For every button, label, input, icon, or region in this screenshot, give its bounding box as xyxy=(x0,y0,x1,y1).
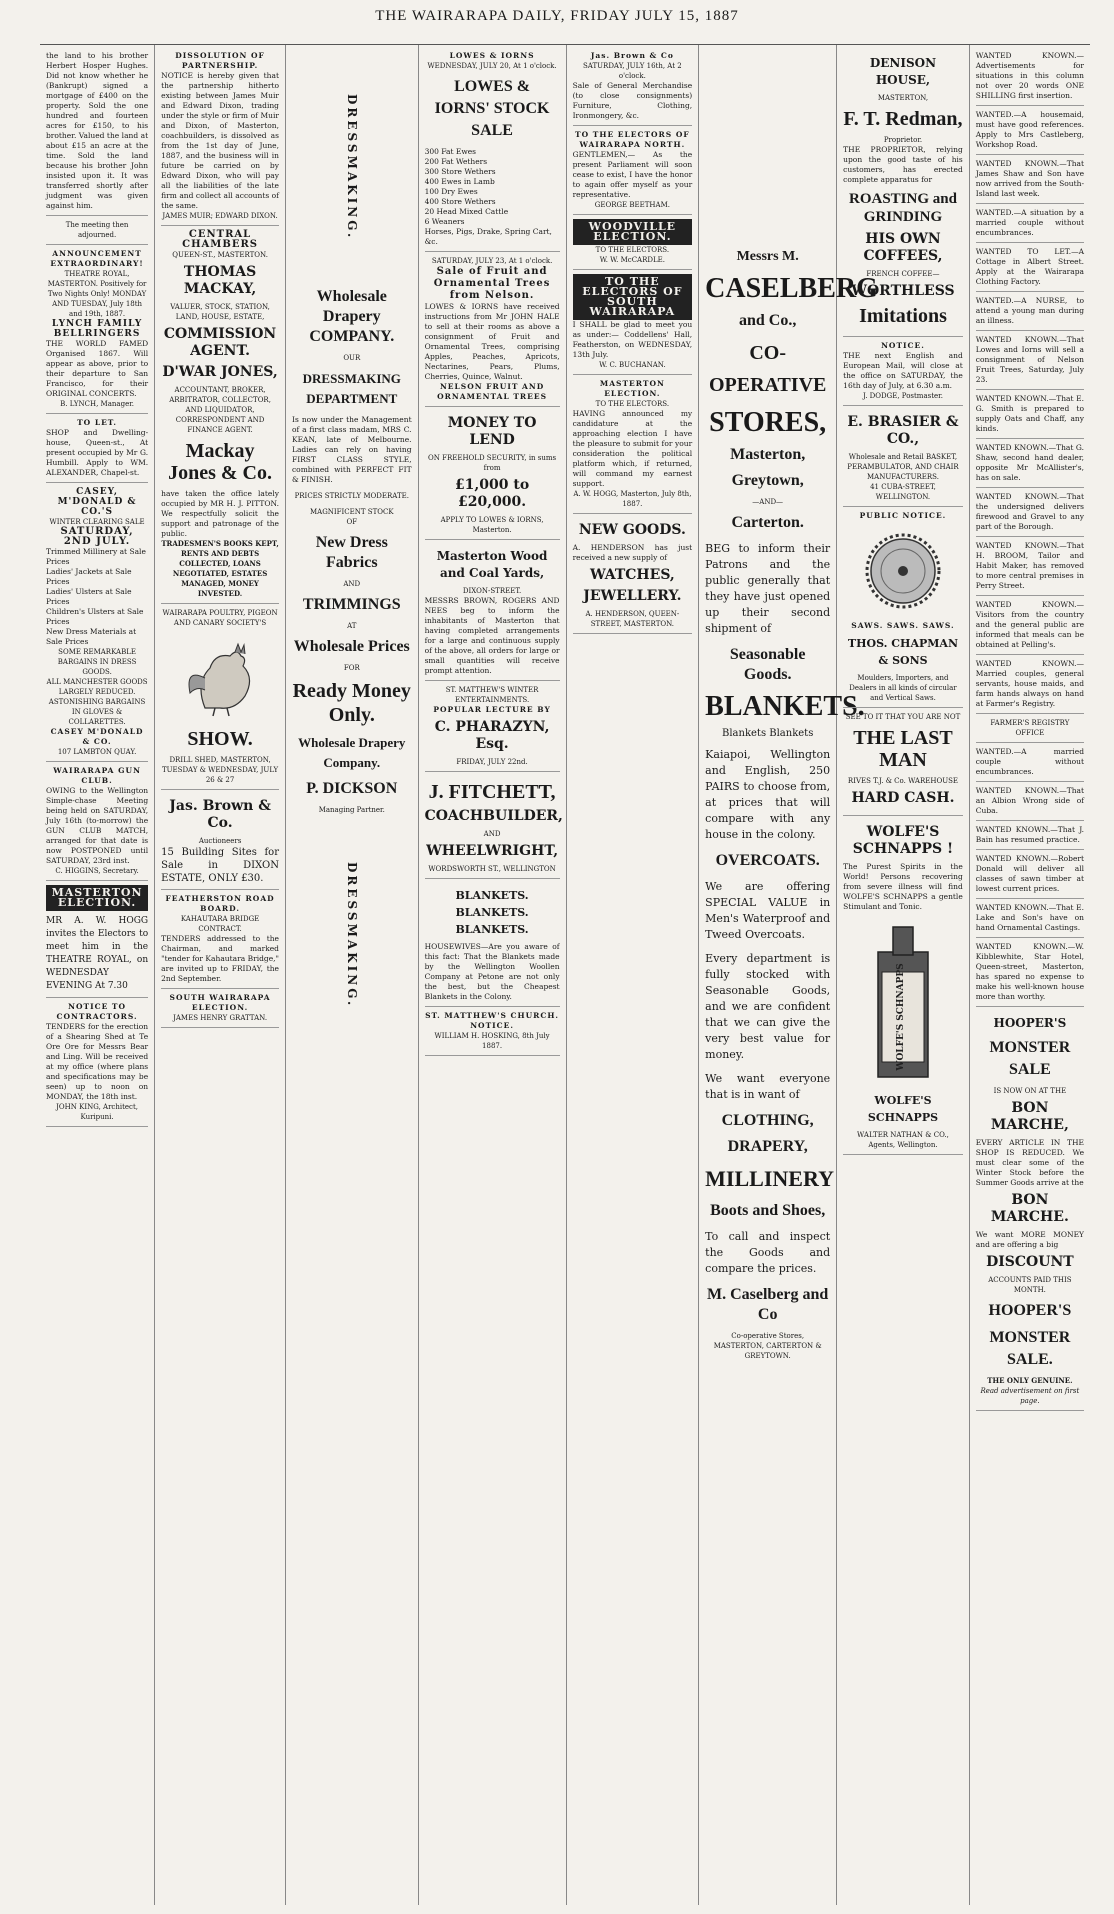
casey-title: CASEY, M'DONALD & CO.'S xyxy=(57,487,137,517)
bottle-label: WOLFE'S SCHNAPPS xyxy=(895,963,906,1071)
mail-notice-ad xyxy=(843,337,963,406)
buchanan-signature: W. C. BUCHANAN. xyxy=(599,361,666,369)
dressmaking-vertical-bottom: DRESSMAKING. xyxy=(344,861,359,1009)
bankruptcy-report: the land to his brother Herbert Hosper Hughes. Did not know whether he (Bankrupt) signed a mortgage of £400 on the property. Sold the one hundred and fourteen acres for £150, to his brother. Valued the land at about £15 an acre at the time. Sold the land because his brother John insisted upon it. It was transferred shortly after judgment was given against him. xyxy=(46,47,148,216)
coffees-title: HIS OWN COFFEES, xyxy=(863,231,943,264)
fruit-sale-ad xyxy=(425,252,560,407)
henderson-ad xyxy=(573,514,693,634)
masterton-election-ad xyxy=(46,881,148,998)
casey-item: Trimmed Millinery at Sale Prices xyxy=(46,547,146,566)
wanted-item: WANTED TO LET.—A Cottage in Albert Street. Apply at the Wairarapa Clothing Factory. xyxy=(976,243,1084,292)
wanted-item: WANTED KNOWN.—That an Albion Wrong side of Cuba. xyxy=(976,782,1084,821)
stock-item: Horses, Pigs, Drake, Spring Cart, &c. xyxy=(424,227,552,246)
column-2 xyxy=(155,45,286,1905)
featherston-title: FEATHERSTON ROAD BOARD. xyxy=(165,894,275,913)
featherston-board-ad xyxy=(161,890,279,989)
messrs-label: Messrs M. xyxy=(736,249,799,264)
managing-partner: Managing Partner. xyxy=(318,806,385,814)
woodville-to: TO THE ELECTORS. xyxy=(595,246,670,254)
boots-title: Boots and Shoes, xyxy=(710,1202,826,1219)
last-man-title: THE LAST MAN xyxy=(853,727,953,771)
new-dress-fabrics: New Dress Fabrics xyxy=(315,534,388,571)
masthead: THE WAIRARAPA DAILY, FRIDAY JULY 15, 1887 xyxy=(375,8,739,24)
coal-title: Masterton Wood and Coal Yards, xyxy=(436,549,548,580)
kahautara-title: KAHAUTARA BRIDGE CONTRACT. xyxy=(180,915,260,933)
jewellery-title: JEWELLERY. xyxy=(583,588,682,604)
caselberg-name: CASELBERG xyxy=(705,273,878,304)
wanted-item: WANTED KNOWN.—Married couples, general servants, house maids, and farm hands always on hand at Farmer's Registry. xyxy=(976,655,1084,714)
gun-club-title: WAIRARAPA GUN CLUB. xyxy=(53,766,141,785)
dickson-name: P. DICKSON xyxy=(306,780,398,797)
newspaper-page xyxy=(40,44,1090,1905)
redman-name: F. T. Redman, xyxy=(843,108,963,130)
worthless-title: WORTHLESS xyxy=(851,283,955,299)
church-title: ST. MATTHEW'S CHURCH. xyxy=(425,1011,560,1020)
hooper-title: HOOPER'S xyxy=(993,1016,1067,1030)
casey-ad xyxy=(46,483,148,762)
election-body: MR A. W. HOGG invites the Electors to meet him in the THEATRE ROYAL, on WEDNESDAY EVENING At 7.30 xyxy=(46,916,149,991)
stock-item: 300 Fat Ewes xyxy=(424,147,477,156)
money-body: ON FREEHOLD SECURITY, in sums from xyxy=(428,454,557,472)
lynch-note: THE WORLD FAMED Organised 1867. Will appear as above, prior to their departure to San Francisco, for their ORIGINAL CONCERTS. xyxy=(46,339,149,398)
for-label: FOR xyxy=(343,664,360,672)
rooster-icon xyxy=(175,638,265,718)
fruit-title: Sale of Fruit and Ornamental Trees from Nelson. xyxy=(433,266,551,301)
chambers-street: QUEEN-ST., MASTERTON. xyxy=(172,251,268,259)
watches-title: WATCHES, xyxy=(589,567,675,583)
stores-title: STORES, xyxy=(709,407,827,438)
gun-club-ad xyxy=(46,762,148,881)
mcardle-signature: W. W. McCARDLE. xyxy=(599,256,665,264)
schnapps-bottle-illustration xyxy=(843,922,963,1082)
brasier-address: 41 CUBA-STREET, WELLINGTON. xyxy=(870,483,936,501)
blankets-body: HOUSEWIVES—Are you aware of this fact: That the Blankets made by the Wellington Woollen Company at Petone are not only the best, but the Cheapest Blankets in the Colony. xyxy=(424,942,560,1001)
money-amount: £1,000 to £20,000. xyxy=(454,477,530,510)
caselberg-signature: M. Caselberg and Co xyxy=(707,1286,829,1323)
grattan-signature: JAMES HENRY GRATTAN. xyxy=(173,1014,268,1022)
overcoats-title: OVERCOATS. xyxy=(715,852,820,869)
mail-notice-body: THE next English and European Mail, will close at the office on SATURDAY, the 16th day of July, at 6.30 a.m. xyxy=(843,351,963,390)
south-electors-ad xyxy=(573,270,693,375)
notice-title: NOTICE. xyxy=(470,1021,514,1030)
stock-item: 20 Head Mixed Cattle xyxy=(424,207,509,216)
money-to-lend-ad xyxy=(425,407,560,540)
coal-body: MESSRS BROWN, ROGERS AND NEES beg to inform the inhabitants of Masterton that having completed arrangements for a large and continuous supply of the above, all orders for large or small quantities will receive prompt attention. xyxy=(424,596,560,675)
last-man-ad xyxy=(843,708,963,816)
every-article: EVERY ARTICLE IN THE SHOP IS REDUCED. We must clear some of the Winter Stock before the Summer Goods arrive at the xyxy=(975,1138,1085,1187)
mackay-role: VALUER, STOCK, STATION, LAND, HOUSE, ESTATE, xyxy=(170,303,270,321)
contractors-ad xyxy=(46,998,148,1127)
dressmaking-department: DRESSMAKING DEPARTMENT xyxy=(302,371,401,406)
tenders-body: TENDERS addressed to the Chairman, and marked "tender for Kahautara Bridge," are invited up to FRIDAY, the 2nd September. xyxy=(161,934,279,983)
stock-item: 200 Fat Wethers xyxy=(424,157,488,166)
we-want: We want everyone that is in want of xyxy=(705,1072,831,1101)
lecture-ad xyxy=(425,681,560,772)
hosking-signature: WILLIAM H. HOSKING, 8th July 1887. xyxy=(434,1032,550,1050)
election-title: MASTERTON ELECTION. xyxy=(46,885,148,911)
schnapps-body: The Purest Spirits in the World! Persons recovering from severe illness will find WOLFE'S SCHNAPPS a gentle Stimulant and Tonic. xyxy=(843,862,963,911)
blankets-sub: Blankets Blankets xyxy=(722,728,814,739)
casey-item: Ladies' Ulsters at Sale Prices xyxy=(46,587,132,606)
schnapps-title: WOLFE'S SCHNAPPS ! xyxy=(852,824,954,857)
bon-marche-sign: BON MARCHE. xyxy=(990,1192,1069,1225)
only-genuine: THE ONLY GENUINE. xyxy=(987,1376,1073,1385)
clothing-title: CLOTHING, xyxy=(721,1112,814,1129)
firm-name: Mackay Jones & Co. xyxy=(168,440,272,484)
contractors-body: TENDERS for the erection of a Shearing Shed at Te Ore Ore for Messrs Bear and Ling. Will be received at my office (where plans and specifications may be seen) up to noon on MONDAY, the 18th inst. xyxy=(46,1022,149,1101)
wanted-item: WANTED KNOWN.—That J. Bain has resumed practice. xyxy=(976,821,1084,850)
beetham-signature: GEORGE BEETHAM. xyxy=(594,201,670,209)
prices-moderate: PRICES STRICTLY MODERATE. xyxy=(294,492,409,500)
pharazyn-date: FRIDAY, JULY 22nd. xyxy=(456,758,528,766)
and-label: AND xyxy=(483,830,501,838)
column-7 xyxy=(837,45,970,1905)
farmers-registry: FARMER'S REGISTRY OFFICE xyxy=(976,714,1084,743)
wanted-item: WANTED KNOWN.—That E. Lake and Son's have on hand Ornamental Castings. xyxy=(976,899,1084,938)
nathan-agents: WALTER NATHAN & CO., Agents, Wellington. xyxy=(857,1131,949,1149)
stock-sale-title: LOWES & IORNS' STOCK SALE xyxy=(434,78,550,139)
north-electors-ad xyxy=(573,126,693,215)
public-notice-ad xyxy=(843,507,963,708)
woodville-title: WOODVILLE ELECTION. xyxy=(573,219,693,245)
overcoats-body: We are offering SPECIAL VALUE in Men's Waterproof and Tweed Overcoats. xyxy=(705,880,831,941)
casey-sub: WINTER CLEARING SALE xyxy=(49,518,145,526)
tradesmen-books: TRADESMEN'S BOOKS KEPT, RENTS AND DEBTS COLLECTED, LOANS NEGOTIATED, ESTATES MANAGED, MONEY INVESTED. xyxy=(161,539,279,598)
wanted-item: WANTED KNOWN.—That James Shaw and Son have now arrived from the South-Island last week. xyxy=(976,155,1084,204)
call-inspect: To call and inspect the Goods and compare the prices. xyxy=(705,1230,831,1275)
brown-auction: Auctioneers xyxy=(198,837,242,845)
redman-body: THE PROPRIETOR, relying upon the good taste of his customers, has erected complete apparatus for xyxy=(843,145,963,184)
lynch-title: LYNCH FAMILY BELLRINGERS xyxy=(51,319,143,339)
north-electors-body: GENTLEMEN,— As the present Parliament will soon cease to exist, I have the honor to again offer myself as your representative. xyxy=(572,150,693,199)
poultry-show-ad xyxy=(161,604,279,790)
dissolution-body: NOTICE is hereby given that the partnership hitherto existing between James Muir and Edward Dixon, trading under the style or firm of Muir and Dixon, of Masterton, coachbuilders, is dissolved as from the 1st day of June, 1887, and the business will in future be carried on by Edward Dixon, who will pay all the liabilities of the late firm and collect all accounts of the same. xyxy=(161,71,279,210)
caselberg-intro: BEG to inform their Patrons and the public generally that they have just opened up their second shipment of xyxy=(705,542,831,635)
fruit-body: LOWES & IORNS have received instructions from Mr JOHN HALE to sell at their rooms as above a consignment of Fruit and Ornamental Trees, comprising Apples, Peaches, Apricots, Nectarines, Pears, Plums, Cherries, Quince, Walnut. xyxy=(424,302,560,381)
brown-sale-ad xyxy=(573,47,693,126)
theatre-text: THEATRE ROYAL, MASTERTON. Positively for Two Nights Only! MONDAY AND TUESDAY, July 18th and 19th, 1887. xyxy=(47,270,147,318)
money-apply: APPLY TO LOWES & IORNS, Masterton. xyxy=(440,516,544,534)
south-election-ad xyxy=(161,989,279,1028)
last-man-sub: SEE TO IT THAT YOU ARE NOT xyxy=(845,713,961,721)
saw-illustration xyxy=(843,531,963,611)
central-chambers-ad xyxy=(161,226,279,604)
brasier-sub: Wholesale and Retail BASKET, PERAMBULATOR, AND CHAIR MANUFACTURERS. xyxy=(847,453,959,481)
mail-notice-title: NOTICE. xyxy=(881,341,925,350)
column-8 xyxy=(970,45,1090,1905)
wanted-item: WANTED KNOWN.—Advertisements for situations in this column not over 20 words ONE SHILLING first insertion. xyxy=(976,47,1084,106)
fruit-date: SATURDAY, JULY 23, At 1 o'clock. xyxy=(431,257,553,265)
masterton-election-title: MASTERTON ELECTION. xyxy=(599,379,665,398)
gun-club-body: OWING to the Wellington Simple-chase Meeting being held on SATURDAY, July 16th (to-morrow) the GUN CLUB MATCH, arranged for that date is now POSTPONED until SATURDAY, 23rd inst. xyxy=(46,786,149,865)
accounts-label: ACCOUNTS PAID THIS MONTH. xyxy=(988,1276,1072,1294)
wanted-item: WANTED.—A situation by a married couple without encumbrances. xyxy=(976,204,1084,243)
money-title: MONEY TO LEND xyxy=(447,415,537,448)
jones-name: D'WAR JONES, xyxy=(162,364,278,380)
coal-street: DIXON-STREET. xyxy=(462,587,522,595)
ready-money: Ready Money Only. xyxy=(292,680,411,726)
dissolution-ad xyxy=(161,47,279,226)
blankets-ad xyxy=(425,879,560,1007)
casey-astonishing: ASTONISHING BARGAINS IN GLOVES & COLLARETTES. xyxy=(48,698,146,726)
commission-agent: COMMISSION AGENT. xyxy=(163,326,277,359)
church-ad xyxy=(425,1007,560,1056)
column-3 xyxy=(286,45,419,1905)
woodville-ad xyxy=(573,215,693,270)
every-department: Every department is fully stocked with Seasonable Goods, and we are confident that we can give the very best value for money. xyxy=(705,952,831,1061)
stock-item: 400 Store Wethers xyxy=(424,197,496,206)
dressmaking-vertical-top: DRESSMAKING. xyxy=(344,93,359,241)
brown-auction-ad xyxy=(161,790,279,890)
rives-warehouse: RIVES T.J. & Co. WAREHOUSE xyxy=(847,777,959,785)
wanted-item: WANTED.—A housemaid, must have good references. Apply to Mrs Castleberg, Workshop Road. xyxy=(976,106,1084,155)
wholesale-prices: Wholesale Prices xyxy=(293,638,410,655)
hogg-body: HAVING announced my candidature at the approaching election I have the pleasure to submit for your consideration the political platform which, if returned, will command my earnest support. xyxy=(572,409,693,488)
casey-goods: ALL MANCHESTER GOODS LARGELY REDUCED. xyxy=(46,678,148,696)
show-title: SHOW. xyxy=(187,728,253,750)
discount-title: DISCOUNT xyxy=(986,1254,1074,1270)
wanted-item: WANTED KNOWN.—Visitors from the country and the general public are informed that meals can be obtained at Pelling's. xyxy=(976,596,1084,655)
dissolution-title: DISSOLUTION OF PARTNERSHIP. xyxy=(175,51,265,70)
hooper-sign: HOOPER'S xyxy=(988,1302,1072,1319)
lowes-date: WEDNESDAY, JULY 20, At 1 o'clock. xyxy=(427,62,557,70)
to-let-title: TO LET. xyxy=(77,418,118,427)
stock-item: 6 Weaners xyxy=(424,217,465,226)
new-goods-title: NEW GOODS. xyxy=(578,522,686,538)
dressmaking-body: Is now under the Management of a first class madam, MRS C. KEAN, late of Melbourne. Ladies can rely on having FIRST CLASS STYLE, combined with PERFECT FIT & FINISH. xyxy=(291,415,412,484)
denison-title: DENISON HOUSE, xyxy=(869,56,937,87)
south-electors-body: I SHALL be glad to meet you as under:— Coddellens' Hall, Featherston, on WEDNESDAY, 13th July. xyxy=(572,320,693,359)
brown-title: Jas. Brown & Co xyxy=(590,51,674,60)
wanted-item: WANTED KNOWN.—W. Kibblewhite, Star Hotel, Queen-street, Masterton, has spared no expense to make his well-known house more than worthy. xyxy=(976,938,1084,1007)
casey-remarkable: SOME REMARKABLE BARGAINS IN DRESS GOODS. xyxy=(57,648,137,676)
drapery-title: DRAPERY, xyxy=(727,1138,808,1155)
denison-street: MASTERTON, xyxy=(877,94,929,102)
popular-lecture: POPULAR LECTURE BY xyxy=(433,705,551,714)
imitations-title: Imitations xyxy=(859,305,947,327)
stock-item: 100 Dry Ewes xyxy=(424,187,478,196)
brasier-title: E. BRASIER & CO., xyxy=(847,414,959,447)
french-coffee: FRENCH COFFEE— xyxy=(866,270,940,278)
hooper-sale-ad xyxy=(976,1007,1084,1411)
casey-sign: CASEY M'DONALD & CO. xyxy=(50,727,144,746)
casey-item: Children's Ulsters at Sale Prices xyxy=(46,607,144,626)
hard-cash: HARD CASH. xyxy=(851,790,955,806)
theatre-ad xyxy=(46,245,148,414)
schnapps-end: WOLFE'S SCHNAPPS xyxy=(867,1094,939,1124)
fitchett-address: WORDSWORTH ST., WELLINGTON xyxy=(428,865,556,873)
column-5 xyxy=(567,45,700,1905)
blankets-title: BLANKETS. xyxy=(705,691,865,722)
lynch-agent: B. LYNCH, Manager. xyxy=(60,400,135,408)
wanted-item: WANTED KNOWN.—That H. BROOM, Tailor and Habit Maker, has removed to more central premises in Perry Street. xyxy=(976,537,1084,596)
dissolution-signature: JAMES MUIR; EDWARD DIXON. xyxy=(162,212,278,220)
announcement-title: ANNOUNCEMENT EXTRAORDINARY! xyxy=(50,249,144,268)
kaiapoi-body: Kaiapoi, Wellington and English, 250 PAIRS to choose from, at prices that will compare with any house in the colony. xyxy=(705,748,831,841)
contractors-signature: JOHN KING, Architect, Kuripuni. xyxy=(56,1103,139,1121)
wanted-item: WANTED KNOWN.—That Lowes and Iorns will sell a consignment of Nelson Fruit Trees, Saturday, July 23. xyxy=(976,331,1084,390)
wholesale-company-title: Wholesale Drapery COMPANY. xyxy=(309,288,395,345)
wanted-item: WANTED KNOWN.—That the undersigned delivers firewood and Gravel to any part of the Borough. xyxy=(976,488,1084,537)
public-notice-title: PUBLIC NOTICE. xyxy=(859,511,947,520)
henderson-signature: A. HENDERSON, QUEEN-STREET, MASTERTON. xyxy=(585,610,680,628)
and-label: AND xyxy=(343,580,361,588)
column-4 xyxy=(419,45,567,1905)
south-election-title: SOUTH WAIRARAPA ELECTION. xyxy=(169,993,271,1012)
and-divider: —AND— xyxy=(752,498,784,506)
magnificent-stock: MAGNIFICENT STOCK xyxy=(309,508,394,516)
masterton-label: Masterton, xyxy=(730,446,806,463)
greytown-label: Greytown, xyxy=(731,472,804,489)
to-let-ad xyxy=(46,414,148,483)
casey-item: Ladies' Jackets at Sale Prices xyxy=(46,567,132,586)
winter-entertainments: ST. MATTHEW'S WINTER ENTERTAINMENTS. xyxy=(445,686,539,704)
column-6 xyxy=(699,45,878,1905)
south-electors-title: TO THE ELECTORS OF SOUTH WAIRARAPA xyxy=(573,274,693,320)
brasier-ad xyxy=(843,406,963,507)
brown-date: SATURDAY, JULY 16th, At 2 o'clock. xyxy=(583,62,682,80)
millinery-title: MILLINERY xyxy=(705,1166,834,1191)
meeting-adjourned: The meeting then adjourned. xyxy=(46,216,148,245)
schnapps-ad xyxy=(843,816,963,1155)
contractors-title: NOTICE TO CONTRACTORS. xyxy=(56,1002,138,1021)
building-sites: 15 Building Sites for Sale in DIXON ESTATE, ONLY £30. xyxy=(161,847,279,884)
brown-body: Sale of General Merchandise (to close consignments) Furniture, Clothing, Ironmongery, &c. xyxy=(572,81,693,120)
firm-body: have taken the office lately occupied by MR H. J. PITTON. We respectfully solicit the support and patronage of the public. xyxy=(161,489,279,538)
wanted-item: WANTED.—A NURSE, to attend a young man during an illness. xyxy=(976,292,1084,331)
wheelwright: WHEELWRIGHT, xyxy=(426,843,559,859)
read-advertisement: Read advertisement on first page. xyxy=(980,1387,1080,1405)
wholesale-company-sign: Wholesale Drapery Company. xyxy=(298,735,406,770)
jones-role: ACCOUNTANT, BROKER, ARBITRATOR, COLLECTOR, AND LIQUIDATOR, CORRESPONDENT AND FINANCE AGENT. xyxy=(169,386,271,434)
wanted-item: WANTED KNOWN.—That G. Shaw, second hand dealer, opposite Mr McAllister's, has on sale. xyxy=(976,439,1084,488)
stock-sale-ad xyxy=(425,47,560,252)
dodge-signature: J. DODGE, Postmaster. xyxy=(862,392,943,400)
denison-house-ad xyxy=(843,47,963,337)
chapman-title: THOS. CHAPMAN & SONS xyxy=(847,637,959,667)
to-let-body: SHOP and Dwelling-house, Queen-st., At present occupied by Mr G. Humbill. Apply to WM. ALEXANDER, Chapel-st. xyxy=(46,428,149,477)
brown-title: Jas. Brown & Co. xyxy=(169,798,271,831)
bottle-icon xyxy=(868,922,938,1082)
poultry-title: WAIRARAPA POULTRY, PIGEON AND CANARY SOCIETY'S xyxy=(162,609,278,627)
trimmings: TRIMMINGS xyxy=(302,596,401,613)
hogg-signature: A. W. HOGG, Masterton, July 8th, 1887. xyxy=(573,490,692,508)
rooster-illustration xyxy=(161,638,279,718)
mackay-name: THOMAS MACKAY, xyxy=(183,264,257,297)
seasonable-goods: Seasonable Goods. xyxy=(729,646,806,683)
blankets-title: BLANKETS. BLANKETS. BLANKETS. xyxy=(455,889,529,936)
henderson-body: A. HENDERSON has just received a new supply of xyxy=(572,543,693,562)
saws-title: SAWS. SAWS. SAWS. xyxy=(851,621,955,630)
want-money: We want MORE MONEY and are offering a big xyxy=(975,1230,1085,1249)
chambers-title: CENTRAL CHAMBERS xyxy=(182,229,258,250)
carterton-label: Carterton. xyxy=(731,514,804,531)
coal-yards-ad xyxy=(425,540,560,681)
roasting-title: ROASTING and GRINDING xyxy=(848,191,957,225)
lowes-title: LOWES & IORNS xyxy=(449,51,535,60)
our-label: OUR xyxy=(343,354,361,362)
wanted-item: WANTED.—A married couple without encumbrances. xyxy=(976,743,1084,782)
caselberg-stores: Co-operative Stores, MASTERTON, CARTERTON & GREYTOWN. xyxy=(713,1332,822,1360)
of-label: OF xyxy=(346,518,358,526)
fitchett-name: J. FITCHETT, xyxy=(428,781,556,803)
hogg-platform-ad xyxy=(573,375,693,514)
circular-saw-icon xyxy=(863,531,943,611)
bon-marche-title: BON MARCHE, xyxy=(990,1100,1069,1133)
stock-item: 400 Ewes in Lamb xyxy=(424,177,495,186)
show-where: DRILL SHED, MASTERTON, TUESDAY & WEDNESDAY, JULY 26 & 27 xyxy=(161,756,279,784)
chapman-sub: Moulders, Importers, and Dealers in all kinds of circular and Vertical Saws. xyxy=(849,674,957,702)
now-on-label: IS NOW ON AT THE xyxy=(993,1087,1067,1095)
fitchett-ad xyxy=(424,772,563,879)
proprietor-label: Proprietor. xyxy=(883,136,923,144)
casey-date: SATURDAY, 2ND JULY. xyxy=(60,526,134,547)
casey-item: New Dress Materials at Sale Prices xyxy=(46,627,137,646)
gun-club-signature: C. HIGGINS, Secretary. xyxy=(55,867,139,875)
coachbuilder: COACHBUILDER, xyxy=(424,808,563,824)
monster-sale-title: MONSTER SALE xyxy=(989,1039,1071,1078)
column-1 xyxy=(40,45,155,1905)
pharazyn-name: C. PHARAZYN, Esq. xyxy=(434,719,550,752)
nelson-trees: NELSON FRUIT AND ORNAMENTAL TREES xyxy=(437,382,547,401)
at-label: AT xyxy=(347,622,357,630)
wanted-item: WANTED KNOWN.—That E. G. Smith is prepared to supply Oats and Chaff, any kinds. xyxy=(976,390,1084,439)
north-electors-title: TO THE ELECTORS OF WAIRARAPA NORTH. xyxy=(575,130,690,149)
monster-sale-sign: MONSTER SALE. xyxy=(989,1329,1071,1368)
and-co: and Co., xyxy=(738,312,797,329)
casey-address: 107 LAMBTON QUAY. xyxy=(57,748,137,756)
stock-item: 300 Store Wethers xyxy=(424,167,496,176)
wanted-item: WANTED KNOWN.—Robert Donald will deliver all classes of sawn timber at lowest current prices. xyxy=(976,850,1084,899)
cooperative-title: CO-OPERATIVE xyxy=(708,342,827,396)
hogg-to-electors: TO THE ELECTORS. xyxy=(595,400,670,408)
